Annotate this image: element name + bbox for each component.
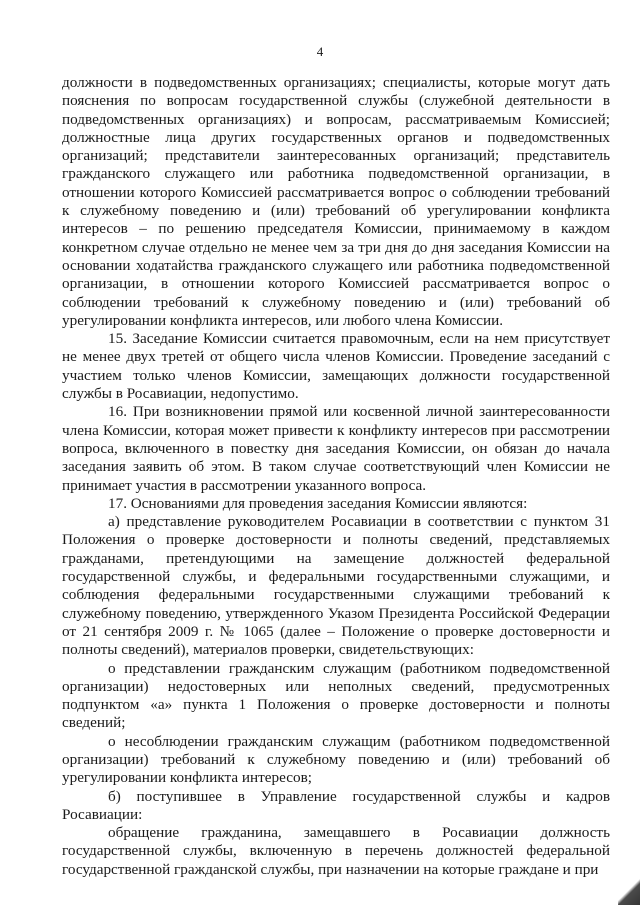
paragraph-citizen-appeal: обращение гражданина, замещавшего в Росавиации должность государственной службы, включенную в перечень должностей федеральной государственной гражданской службы, при назначении на которые граждане и при xyxy=(62,824,610,878)
document-body xyxy=(62,74,610,879)
paragraph-false-information: о представлении гражданским служащим (работником подведомственной организации) недостоверных или неполных сведений, предусмотренных подпунктом «а» пункта 1 Положения о проверке достоверности и полноты сведений; xyxy=(62,659,610,732)
paragraph-17-grounds: 17. Основаниями для проведения заседания Комиссии являются: xyxy=(108,494,528,512)
scan-corner-shadow xyxy=(618,879,640,905)
paragraph-non-compliance: о несоблюдении гражданским служащим (работником подведомственной организации) требований к служебному поведению и (или) требований об урегулировании конфликта интересов; xyxy=(62,732,610,787)
paragraph-17b-received: б) поступившее в Управление государственной службы и кадров Росавиации: xyxy=(62,787,610,823)
page-number: 4 xyxy=(316,44,324,59)
paragraph-15-quorum: 15. Заседание Комиссии считается правомочным, если на нем присутствует не менее двух третей от общего числа членов Комиссии. Проведение заседаний с участием только членов Комиссии, замещающих должности государственной службы в Росавиации, недопустимо. xyxy=(62,330,610,403)
paragraph-17a-representation: а) представление руководителем Росавиации в соответствии с пунктом 31 Положения о проверке достоверности и полноты сведений, представляемых гражданами, претендующими на замещение должностей федеральной государственной службы, и федеральными государственными служащими, и соблюдения федеральными государственными служащими требований к служебному поведению, утвержденного Указом Президента Российской Федерации от 21 сентября 2009 г. № 1065 (далее – Положение о проверке достоверности и полноты сведений), материалов проверки, свидетельствующих: xyxy=(62,513,610,659)
paragraph-members-continued: должности в подведомственных организациях; специалисты, которые могут дать пояснения по вопросам государственной службы (служебной деятельности в подведомственных организациях) и вопросам, рассматриваемым Комиссией; должностные лица других государственных органов и подведомственных организаций; представители заинтересованных организаций; представитель гражданского служащего или работника подведомственной организации, в отношении которого Комиссией рассматривается вопрос о соблюдении требований к служебному поведению и (или) требований об урегулировании конфликта интересов – по решению председателя Комиссии, принимаемому в каждом конкретном случае отдельно не менее чем за три дня до дня заседания Комиссии на основании ходатайства гражданского служащего или работника подведомственной организации, в отношении которого Комиссией рассматривается вопрос о соблюдении требований к служебному поведению и (или) требований об урегулировании конфликта интересов, или любого члена Комиссии. xyxy=(62,74,610,329)
paragraph-16-conflict-of-interest: 16. При возникновении прямой или косвенной личной заинтересованности члена Комиссии, которая может привести к конфликту интересов при рассмотрении вопроса, включенного в повестку дня заседания Комиссии, он обязан до начала заседания заявить об этом. В таком случае соответствующий член Комиссии не принимает участия в рассмотрении указанного вопроса. xyxy=(62,403,610,494)
